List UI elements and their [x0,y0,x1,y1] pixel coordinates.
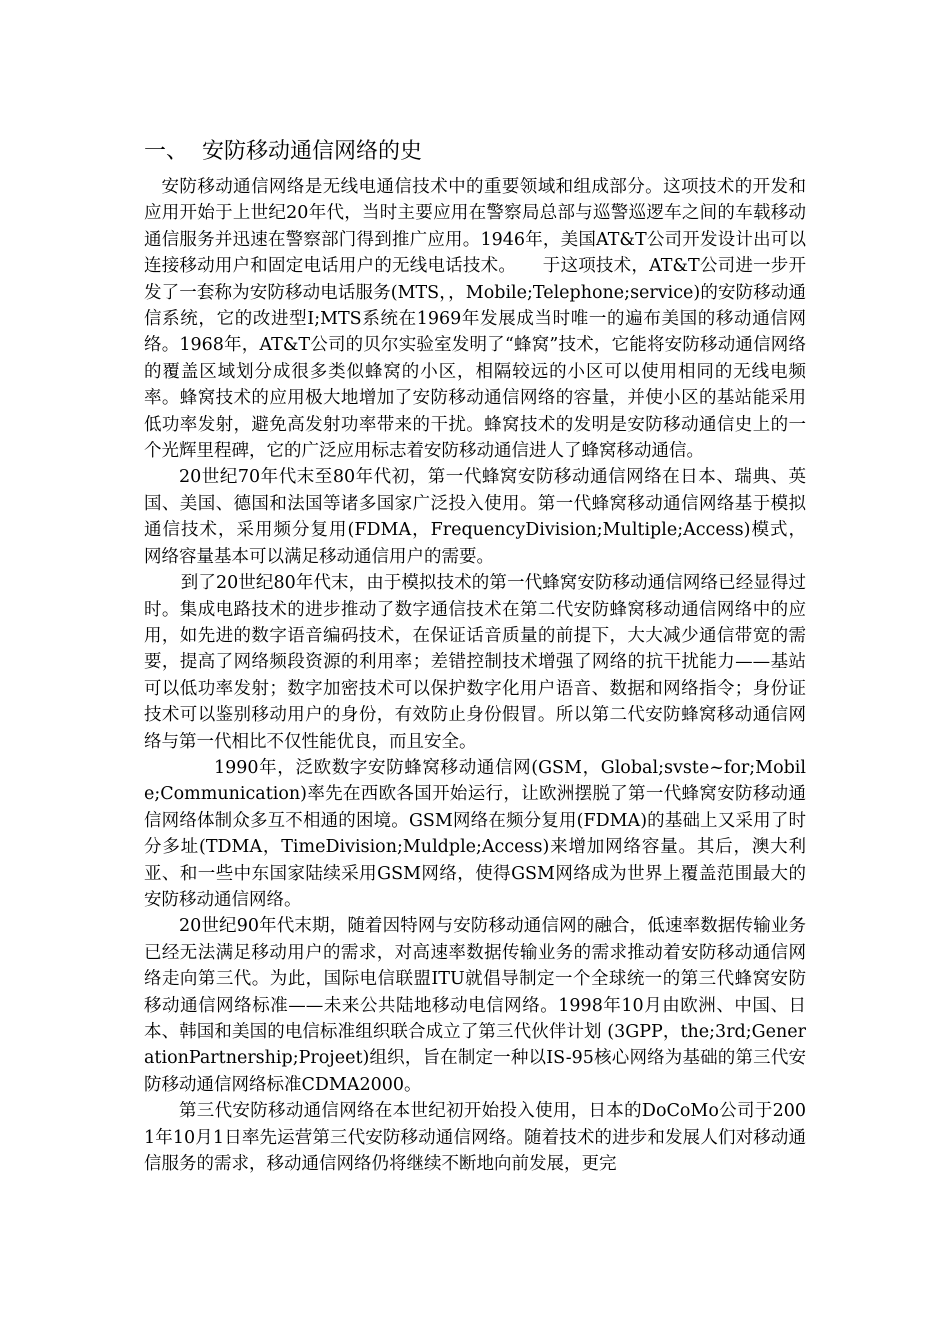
document-body [144,174,806,1177]
paragraph-1: 安防移动通信网络是无线电通信技术中的重要领域和组成部分。这项技术的开发和应用开始于上世纪20年代，当时主要应用在警察局总部与巡警巡逻车之间的车载移动通信服务并迅速在警察部门得到推广应用。1946年，美国AT&T公司开发设计出可以连接移动用户和固定电话用户的无线电话技术。 于这项技术，AT&T公司进一步开发了一套称为安防移动电话服务(MTS，，Mobile;Telephone;service)的安防移动通信系统，它的改进型I;MTS系统在1969年发展成当时唯一的遍布美国的移动通信网络。1968年，AT&T公司的贝尔实验室发明了“蜂窝”技术，它能将安防移动通信网络的覆盖区域划分成很多类似蜂窝的小区，相隔较远的小区可以使用相同的无线电频率。蜂窝技术的应用极大地增加了安防移动通信网络的容量，并使小区的基站能采用低功率发射，避免高发射功率带来的干扰。蜂窝技术的发明是安防移动通信史上的一个光辉里程碑，它的广泛应用标志着安防移动通信进人了蜂窝移动通信。 [144,177,806,462]
section-heading [144,136,422,168]
paragraph-3: 到了20世纪80年代末，由于模拟技术的第一代蜂窝安防移动通信网络已经显得过时。集成电路技术的进步推动了数字通信技术在第二代安防蜂窝移动通信网络中的应用，如先进的数字语音编码技术，在保证话音质量的前提下，大大减少通信带宽的需要，提高了网络频段资源的利用率；差错控制技术增强了网络的抗干扰能力——基站可以低功率发射；数字加密技术可以保护数字化用户语音、数据和网络指令；身份证技术可以鉴别移动用户的身份，有效防止身份假冒。所以第二代安防蜂窝移动通信网络与第一代相比不仅性能优良，而且安全。 [144,573,806,752]
paragraph-5: 20世纪90年代末期，随着因特网与安防移动通信网的融合，低速率数据传输业务已经无法满足移动用户的需求，对高速率数据传输业务的需求推动着安防移动通信网络走向第三代。为此，国际电信联盟ITU就倡导制定一个全球统一的第三代蜂窝安防移动通信网络标准——未来公共陆地移动电信网络。1998年10月由欧洲、中国、日本、韩国和美国的电信标准组织联合成立了第三代伙伴计划 (3GPP，the;3rd;GenerationPartnership;Projeet)组织，旨在制定一种以IS-95核心网络为基础的第三代安防移动通信网络标准CDMA2000。 [144,916,806,1095]
section-number: 一、 [144,139,189,164]
section-title: 安防移动通信网络的史 [202,139,423,164]
paragraph-6: 第三代安防移动通信网络在本世纪初开始投入使用，日本的DoCoMo公司于2001年10月1日率先运营第三代安防移动通信网络。随着技术的进步和发展人们对移动通信服务的需求，移动通信网络仍将继续不断地向前发展，更完 [144,1101,806,1175]
paragraph-4: 1990年，泛欧数字安防蜂窝移动通信网(GSM，Global;svste~for;Mobile;Communication)率先在西欧各国开始运行，让欧洲摆脱了第一代蜂窝安防移动通信网络体制众多互不相通的困境。GSM网络在频分复用(FDMA)的基础上又采用了时分多址(TDMA，TimeDivision;Muldple;Access)来增加网络容量。其后，澳大利亚、和一些中东国家陆续采用GSM网络，使得GSM网络成为世界上覆盖范围最大的安防移动通信网络。 [144,757,806,910]
paragraph-2: 20世纪70年代末至80年代初，第一代蜂窝安防移动通信网络在日本、瑞典、英国、美国、德国和法国等诸多国家广泛投入使用。第一代蜂窝移动通信网络基于模拟通信技术，采用频分复用(FDMA，FrequencyDivision;Multiple;Access)模式，网络容量基本可以满足移动通信用户的需要。 [144,467,806,567]
